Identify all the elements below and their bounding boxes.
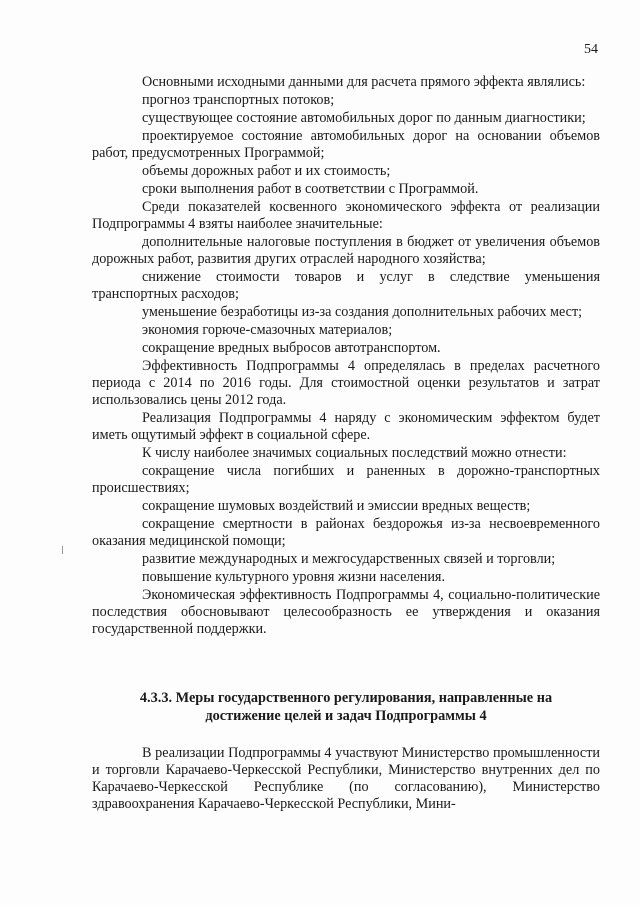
- list-item-price-reduction: снижение стоимости товаров и услуг в следствие уменьшения транспортных расходов;: [92, 269, 600, 302]
- margin-mark: [62, 546, 63, 554]
- section-heading-line-2: достижение целей и задач Подпрограммы 4: [205, 708, 487, 724]
- section-heading-line-1: 4.3.3. Меры государственного регулирования, направленные на: [139, 690, 553, 706]
- paragraph-economic-efficiency: Экономическая эффективность Подпрограммы 4, социально-политические последствия обосновывают целесообразность ее утверждения и оказания государственной поддержки.: [92, 587, 600, 637]
- paragraph-indirect-effect-intro: Среди показателей косвенного экономического эффекта от реализации Подпрограммы 4 взяты наиболее значительные:: [92, 199, 600, 232]
- list-item-road-condition: существующее состояние автомобильных дорог по данным диагностики;: [142, 110, 586, 126]
- list-item-unemployment: уменьшение безработицы из-за создания дополнительных рабочих мест;: [142, 304, 583, 320]
- paragraph-social-effect: Реализация Подпрограммы 4 наряду с экономическим эффектом будет иметь ощутимый эффект в социальной сфере.: [92, 410, 600, 443]
- page-number: 54: [584, 42, 598, 57]
- document-body: [92, 74, 600, 814]
- list-item-tax-revenue: дополнительные налоговые поступления в бюджет от увеличения объемов дорожных работ, развития других отраслей народного хозяйства;: [92, 234, 600, 267]
- list-item-noise: сокращение шумовых воздействий и эмиссии вредных веществ;: [142, 498, 531, 514]
- list-item-traffic-forecast: прогноз транспортных потоков;: [142, 92, 335, 108]
- section-heading: [92, 689, 600, 725]
- list-item-emissions: сокращение вредных выбросов автотранспортом.: [142, 340, 441, 356]
- paragraph-efficiency-period: Эффективность Подпрограммы 4 определялась в пределах расчетного периода с 2014 по 2016 годы. Для стоимостной оценки результатов и затрат использовались цены 2012 года.: [92, 358, 600, 408]
- paragraph-participants: В реализации Подпрограммы 4 участвуют Министерство промышленности и торговли Карачаево-Черкесской Республики, Министерство внутренних дел по Карачаево-Черкесской Республике (по согласованию), Министерство здравоохранения Карачаево-Черкесской Республики, Мини-: [92, 745, 600, 812]
- list-item-mortality: сокращение смертности в районах бездорожья из-за несвоевременного оказания медицинской помощи;: [92, 516, 600, 549]
- paragraph-social-consequences-intro: К числу наиболее значимых социальных последствий можно отнести:: [142, 445, 567, 461]
- list-item-cultural-level: повышение культурного уровня жизни населения.: [142, 569, 445, 585]
- list-item-projected-condition: проектируемое состояние автомобильных дорог на основании объемов работ, предусмотренных Программой;: [92, 128, 600, 161]
- list-item-international-relations: развитие международных и межгосударственных связей и торговли;: [142, 551, 556, 567]
- list-item-work-volumes: объемы дорожных работ и их стоимость;: [142, 163, 391, 179]
- list-item-fatalities: сокращение числа погибших и раненных в дорожно-транспортных происшествиях;: [92, 463, 600, 496]
- list-item-deadlines: сроки выполнения работ в соответствии с Программой.: [142, 181, 479, 197]
- paragraph-direct-effect-intro: Основными исходными данными для расчета прямого эффекта являлись:: [142, 74, 586, 90]
- list-item-fuel-savings: экономия горюче-смазочных материалов;: [142, 322, 393, 338]
